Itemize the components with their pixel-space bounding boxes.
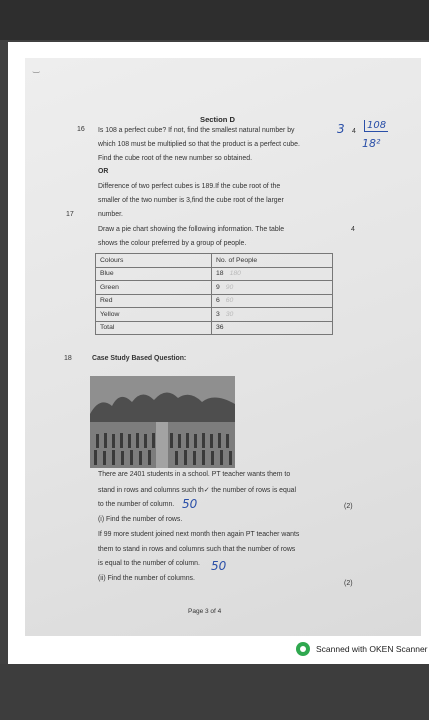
colour-cell: Total — [96, 321, 212, 335]
pencil-note: 180 — [229, 270, 241, 278]
table-header-row — [96, 254, 333, 268]
oken-scanner-logo-icon — [296, 642, 310, 656]
scanner-watermark — [296, 642, 428, 656]
q16-alt-line-2: smaller of the two number is 3,find the cube root of the larger — [98, 197, 284, 204]
section-title: Section D — [200, 115, 236, 124]
colour-cell: Red — [96, 294, 212, 308]
question-number-17: 17 — [66, 211, 74, 218]
question-number-16: 16 — [77, 126, 85, 133]
q18-para2-line-1: If 99 more student joined next month then again PT teacher wants — [98, 531, 300, 538]
q17-alt-line-3: number. — [98, 211, 123, 218]
scanner-text: Scanned with OKEN Scanner — [316, 644, 428, 654]
viewer-top-bar — [0, 0, 429, 40]
pencil-note: 60 — [225, 297, 234, 305]
page-number: Page 3 of 4 — [188, 608, 222, 615]
people-cell: 3 30 — [212, 308, 333, 322]
q16-alt-line-1: Difference of two perfect cubes is 189.If the cube root of the — [98, 183, 281, 190]
colour-preference-table — [95, 253, 333, 335]
table-row — [96, 281, 333, 295]
case-study-title: Case Study Based Question: — [92, 355, 187, 362]
q17-marks: 4 — [351, 226, 355, 233]
handwritten-answer-2: 50 — [211, 559, 227, 573]
q17-line-1: Draw a pie chart showing the following information. The table — [98, 226, 285, 233]
q18-sub-question-2: (ii) Find the number of columns. — [98, 575, 195, 582]
table-row — [96, 267, 333, 281]
pencil-note: 90 — [225, 283, 234, 291]
q18-marks-2: (2) — [344, 580, 353, 587]
table-header: No. of People — [212, 254, 333, 268]
students-assembly-photo — [90, 376, 235, 468]
handwritten-divisor: 3 — [337, 122, 345, 136]
q18-para2-line-2: them to stand in rows and columns such that the number of rows — [98, 546, 296, 553]
handwritten-dividend: 108 — [364, 120, 388, 132]
people-cell: 6 60 — [212, 294, 333, 308]
colour-cell: Blue — [96, 267, 212, 281]
handwritten-answer-1: 50 — [182, 497, 198, 511]
table-row — [96, 294, 333, 308]
q16-line-3: Find the cube root of the new number so obtained. — [98, 155, 252, 162]
colour-cell: Yellow — [96, 308, 212, 322]
q18-sub-question-1: (i) Find the number of rows. — [98, 516, 183, 523]
corner-mark: ‿ — [33, 64, 40, 73]
colour-cell: Green — [96, 281, 212, 295]
q18-marks-1: (2) — [344, 503, 353, 510]
pencil-note: 30 — [225, 310, 234, 318]
q18-para1-line-2: stand in rows and columns such th✓ the number of rows is equal — [98, 487, 297, 494]
handwritten-square: 18² — [362, 137, 381, 150]
or-label: OR — [98, 168, 109, 175]
viewer-bottom-bar — [0, 664, 429, 720]
table-header: Colours — [96, 254, 212, 268]
people-cell: 9 90 — [212, 281, 333, 295]
q18-para1-line-1: There are 2401 students in a school. PT teacher wants them to — [98, 471, 291, 478]
table-row — [96, 321, 333, 335]
q16-marks: 4 — [352, 128, 356, 135]
people-cell: 36 — [212, 321, 333, 335]
question-number-18: 18 — [64, 355, 72, 362]
q17-line-2: shows the colour preferred by a group of people. — [98, 240, 247, 247]
people-cell: 18 180 — [212, 267, 333, 281]
q18-para1-line-3: to the number of column. — [98, 501, 175, 508]
table-row — [96, 308, 333, 322]
q16-line-1: Is 108 a perfect cube? If not, find the smallest natural number by — [98, 127, 295, 134]
q16-line-2: which 108 must be multiplied so that the product is a perfect cube. — [98, 141, 300, 148]
exam-page — [25, 58, 421, 636]
q18-para2-line-3: is equal to the number of column. — [98, 560, 200, 567]
